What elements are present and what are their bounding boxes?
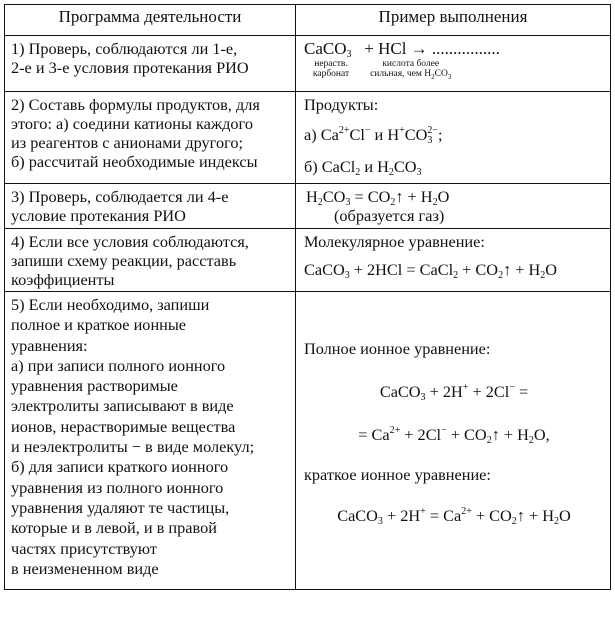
step-text-line: уравнения удаляют те частицы, (11, 497, 230, 517)
header-program: Программа деятельности (5, 5, 296, 36)
step-text-line: 4) Если все условия соблюдаются, (11, 232, 249, 251)
step-text-line: полное и краткое ионные (11, 315, 187, 335)
example-4-cell (296, 229, 611, 292)
example-2-cell (296, 92, 611, 184)
note-carbonate: нераств. карбонат (312, 59, 350, 79)
decomposition-equation: $H_2CO_3$ = $CO_2↑ + H_2O$ (306, 187, 450, 208)
step-3-cell (5, 184, 296, 229)
step-text-line: в неизмененном виде (11, 558, 159, 578)
short-ionic-equation: CaCO$_3$ + $2H^+ = Ca^{2+}$ + $CO_2↑ + H_2O$ (337, 506, 571, 527)
step-text-line: 2) Составь формулы продуктов, для (11, 95, 260, 114)
step-4-cell (5, 229, 296, 292)
short-ionic-title: краткое ионное уравнение: (304, 465, 491, 484)
step-text-line: которые и в левой, и в правой (11, 518, 217, 538)
table-row (5, 92, 611, 184)
products-title: Продукты: (304, 95, 379, 114)
step-text-line: частях присутствуют (11, 538, 157, 558)
step-text-line: 2-е и 3-е условия протекания РИО (11, 58, 249, 77)
step-text-line: условие протекания РИО (11, 206, 186, 225)
step-text-line: уравнения растворимые (11, 376, 178, 396)
step-text-line: запиши схему реакции, расставь (11, 251, 237, 270)
header-row (5, 5, 611, 36)
step-text-line: уравнения из полного ионного (11, 477, 224, 497)
ion-exchange-table (4, 4, 611, 590)
step-5-cell (5, 292, 296, 590)
step-text-line: б) для записи краткого ионного (11, 457, 229, 477)
full-ionic-line-2: = $Ca^{2+} + 2Cl^-$ + $CO_2↑ + H_2O$, (358, 425, 550, 446)
step-text-line: электролиты записывают в виде (11, 396, 234, 416)
products-option-b: б) CaCl$_2$ и $H_2CO_3$ (304, 157, 422, 178)
example-3-cell (296, 184, 611, 229)
step-2-cell (5, 92, 296, 184)
step-text-line: 3) Проверь, соблюдается ли 4-е (11, 187, 229, 206)
step-text-line: из реагентов с анионами другого; (11, 133, 244, 152)
note-acid: кислота более сильная, чем $H_2CO_3$ (370, 59, 452, 81)
table-row (5, 292, 611, 590)
table-row (5, 229, 611, 292)
molecular-title: Молекулярное уравнение: (304, 232, 485, 251)
step-text-line: 1) Проверь, соблюдаются ли 1-е, (11, 39, 238, 58)
table-row (5, 36, 611, 92)
step-text-line: уравнения: (11, 335, 88, 355)
step-text-line: а) при записи полного ионного (11, 355, 226, 375)
full-ionic-title: Полное ионное уравнение: (304, 339, 491, 358)
step-text-line: б) рассчитай необходимые индексы (11, 152, 258, 171)
step-text-line: этого: а) соедини катионы каждого (11, 114, 253, 133)
example-1-cell (296, 36, 611, 92)
header-example: Пример выполнения (296, 5, 611, 36)
reaction-scheme: CaCO$_3$ + HCl → ................ (304, 39, 500, 60)
step-text-line: и неэлектролиты − в виде молекул; (11, 437, 255, 457)
full-ionic-line-1: CaCO$_3$ + 2H+ + 2Cl− = (379, 382, 529, 403)
step-text-line: 5) Если необходимо, запиши (11, 295, 210, 314)
step-1-cell (5, 36, 296, 92)
products-option-a: а) $Ca^{2+}Cl^-$ и $H^+CO_3^{2-}$; (304, 125, 443, 146)
reagent-notes (304, 59, 604, 79)
example-5-cell (296, 292, 611, 590)
step-text-line: ионов, нерастворимые вещества (11, 416, 236, 436)
molecular-equation: CaCO$_3$ + 2HCl = CaCl$_2$ + $CO_2↑ + H_2O$ (304, 260, 558, 281)
step-text-line: коэффициенты (11, 270, 115, 289)
gas-note: (образуется газ) (334, 206, 445, 225)
table-row (5, 184, 611, 229)
